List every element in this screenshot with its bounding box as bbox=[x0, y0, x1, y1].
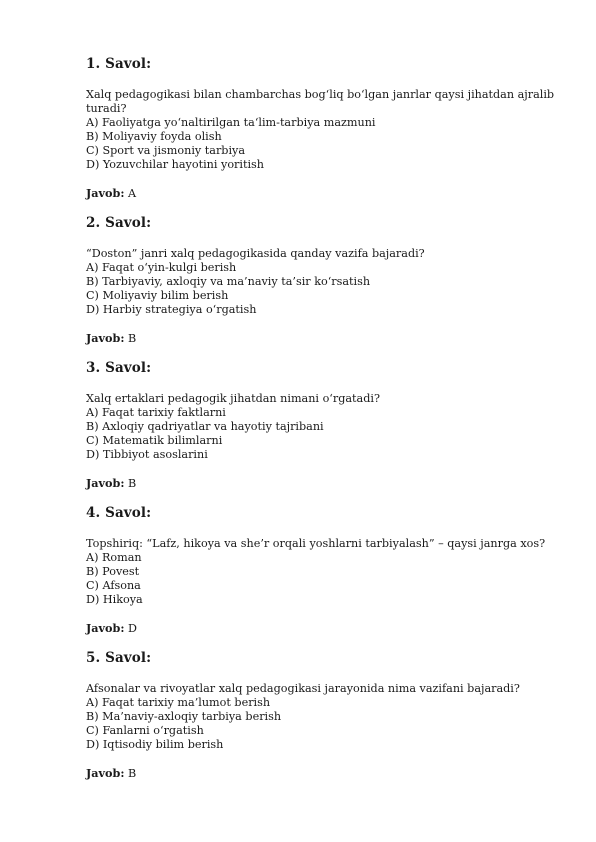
option-a: A) Faqat tarixiy ma’lumot berish bbox=[86, 696, 271, 709]
answer-value: B bbox=[128, 767, 137, 780]
question-title: 5. Savol: bbox=[86, 650, 152, 666]
question-title: 4. Savol: bbox=[86, 505, 152, 521]
option-b: B) Povest bbox=[86, 565, 140, 578]
answer-line bbox=[86, 331, 566, 346]
question-4 bbox=[86, 503, 566, 636]
option-c: C) Sport va jismoniy tarbiya bbox=[86, 144, 246, 157]
option-b: B) Axloqiy qadriyatlar va hayotiy tajribani bbox=[86, 420, 324, 433]
answer-options bbox=[86, 551, 566, 607]
answer-value: B bbox=[128, 332, 137, 345]
option-c: C) Afsona bbox=[86, 579, 141, 592]
answer-line bbox=[86, 766, 566, 781]
question-title: 1. Savol: bbox=[86, 56, 152, 72]
question-text: “Doston” janri xalq pedagogikasida qanday vazifa bajaradi? bbox=[86, 247, 425, 260]
question-title: 2. Savol: bbox=[86, 215, 152, 231]
answer-label: Javob: bbox=[86, 621, 125, 635]
answer-options bbox=[86, 116, 566, 172]
option-b: B) Ma’naviy-axloqiy tarbiya berish bbox=[86, 710, 282, 723]
answer-options bbox=[86, 406, 566, 462]
answer-line bbox=[86, 186, 566, 201]
option-d: D) Iqtisodiy bilim berish bbox=[86, 738, 224, 751]
answer-label: Javob: bbox=[86, 766, 125, 780]
option-c: C) Matematik bilimlarni bbox=[86, 434, 223, 447]
question-text: Xalq pedagogikasi bilan chambarchas bog‘liq bo‘lgan janrlar qaysi jihatdan ajralib turadi? bbox=[86, 88, 555, 115]
option-c: C) Moliyaviy bilim berish bbox=[86, 289, 229, 302]
question-title: 3. Savol: bbox=[86, 360, 152, 376]
question-5 bbox=[86, 648, 566, 781]
answer-value: B bbox=[128, 477, 137, 490]
question-1 bbox=[86, 54, 566, 201]
answer-value: D bbox=[128, 622, 138, 635]
answer-options bbox=[86, 696, 566, 752]
option-d: D) Tibbiyot asoslarini bbox=[86, 448, 208, 461]
option-b: B) Tarbiyaviy, axloqiy va ma’naviy ta’sir ko‘rsatish bbox=[86, 275, 371, 288]
option-a: A) Faqat o‘yin-kulgi berish bbox=[86, 261, 237, 274]
answer-line bbox=[86, 621, 566, 636]
question-text: Afsonalar va rivoyatlar xalq pedagogikasi jarayonida nima vazifani bajaradi? bbox=[86, 682, 520, 695]
question-3 bbox=[86, 358, 566, 491]
option-d: D) Hikoya bbox=[86, 593, 143, 606]
option-d: D) Yozuvchilar hayotini yoritish bbox=[86, 158, 265, 171]
option-d: D) Harbiy strategiya o‘rgatish bbox=[86, 303, 257, 316]
option-a: A) Faoliyatga yo‘naltirilgan ta‘lim-tarbiya mazmuni bbox=[86, 116, 376, 129]
question-text: Xalq ertaklari pedagogik jihatdan nimani o‘rgatadi? bbox=[86, 392, 380, 405]
question-text: Topshiriq: “Lafz, hikoya va she’r orqali yoshlarni tarbiyalash” – qaysi janrga xos? bbox=[86, 537, 546, 550]
answer-label: Javob: bbox=[86, 186, 125, 200]
answer-label: Javob: bbox=[86, 476, 125, 490]
answer-label: Javob: bbox=[86, 331, 125, 345]
option-c: C) Fanlarni o‘rgatish bbox=[86, 724, 204, 737]
answer-line bbox=[86, 476, 566, 491]
option-b: B) Moliyaviy foyda olish bbox=[86, 130, 222, 143]
option-a: A) Faqat tarixiy faktlarni bbox=[86, 406, 226, 419]
option-a: A) Roman bbox=[86, 551, 142, 564]
answer-value: A bbox=[128, 187, 137, 200]
document-page bbox=[86, 54, 566, 781]
question-2 bbox=[86, 213, 566, 346]
answer-options bbox=[86, 261, 566, 317]
